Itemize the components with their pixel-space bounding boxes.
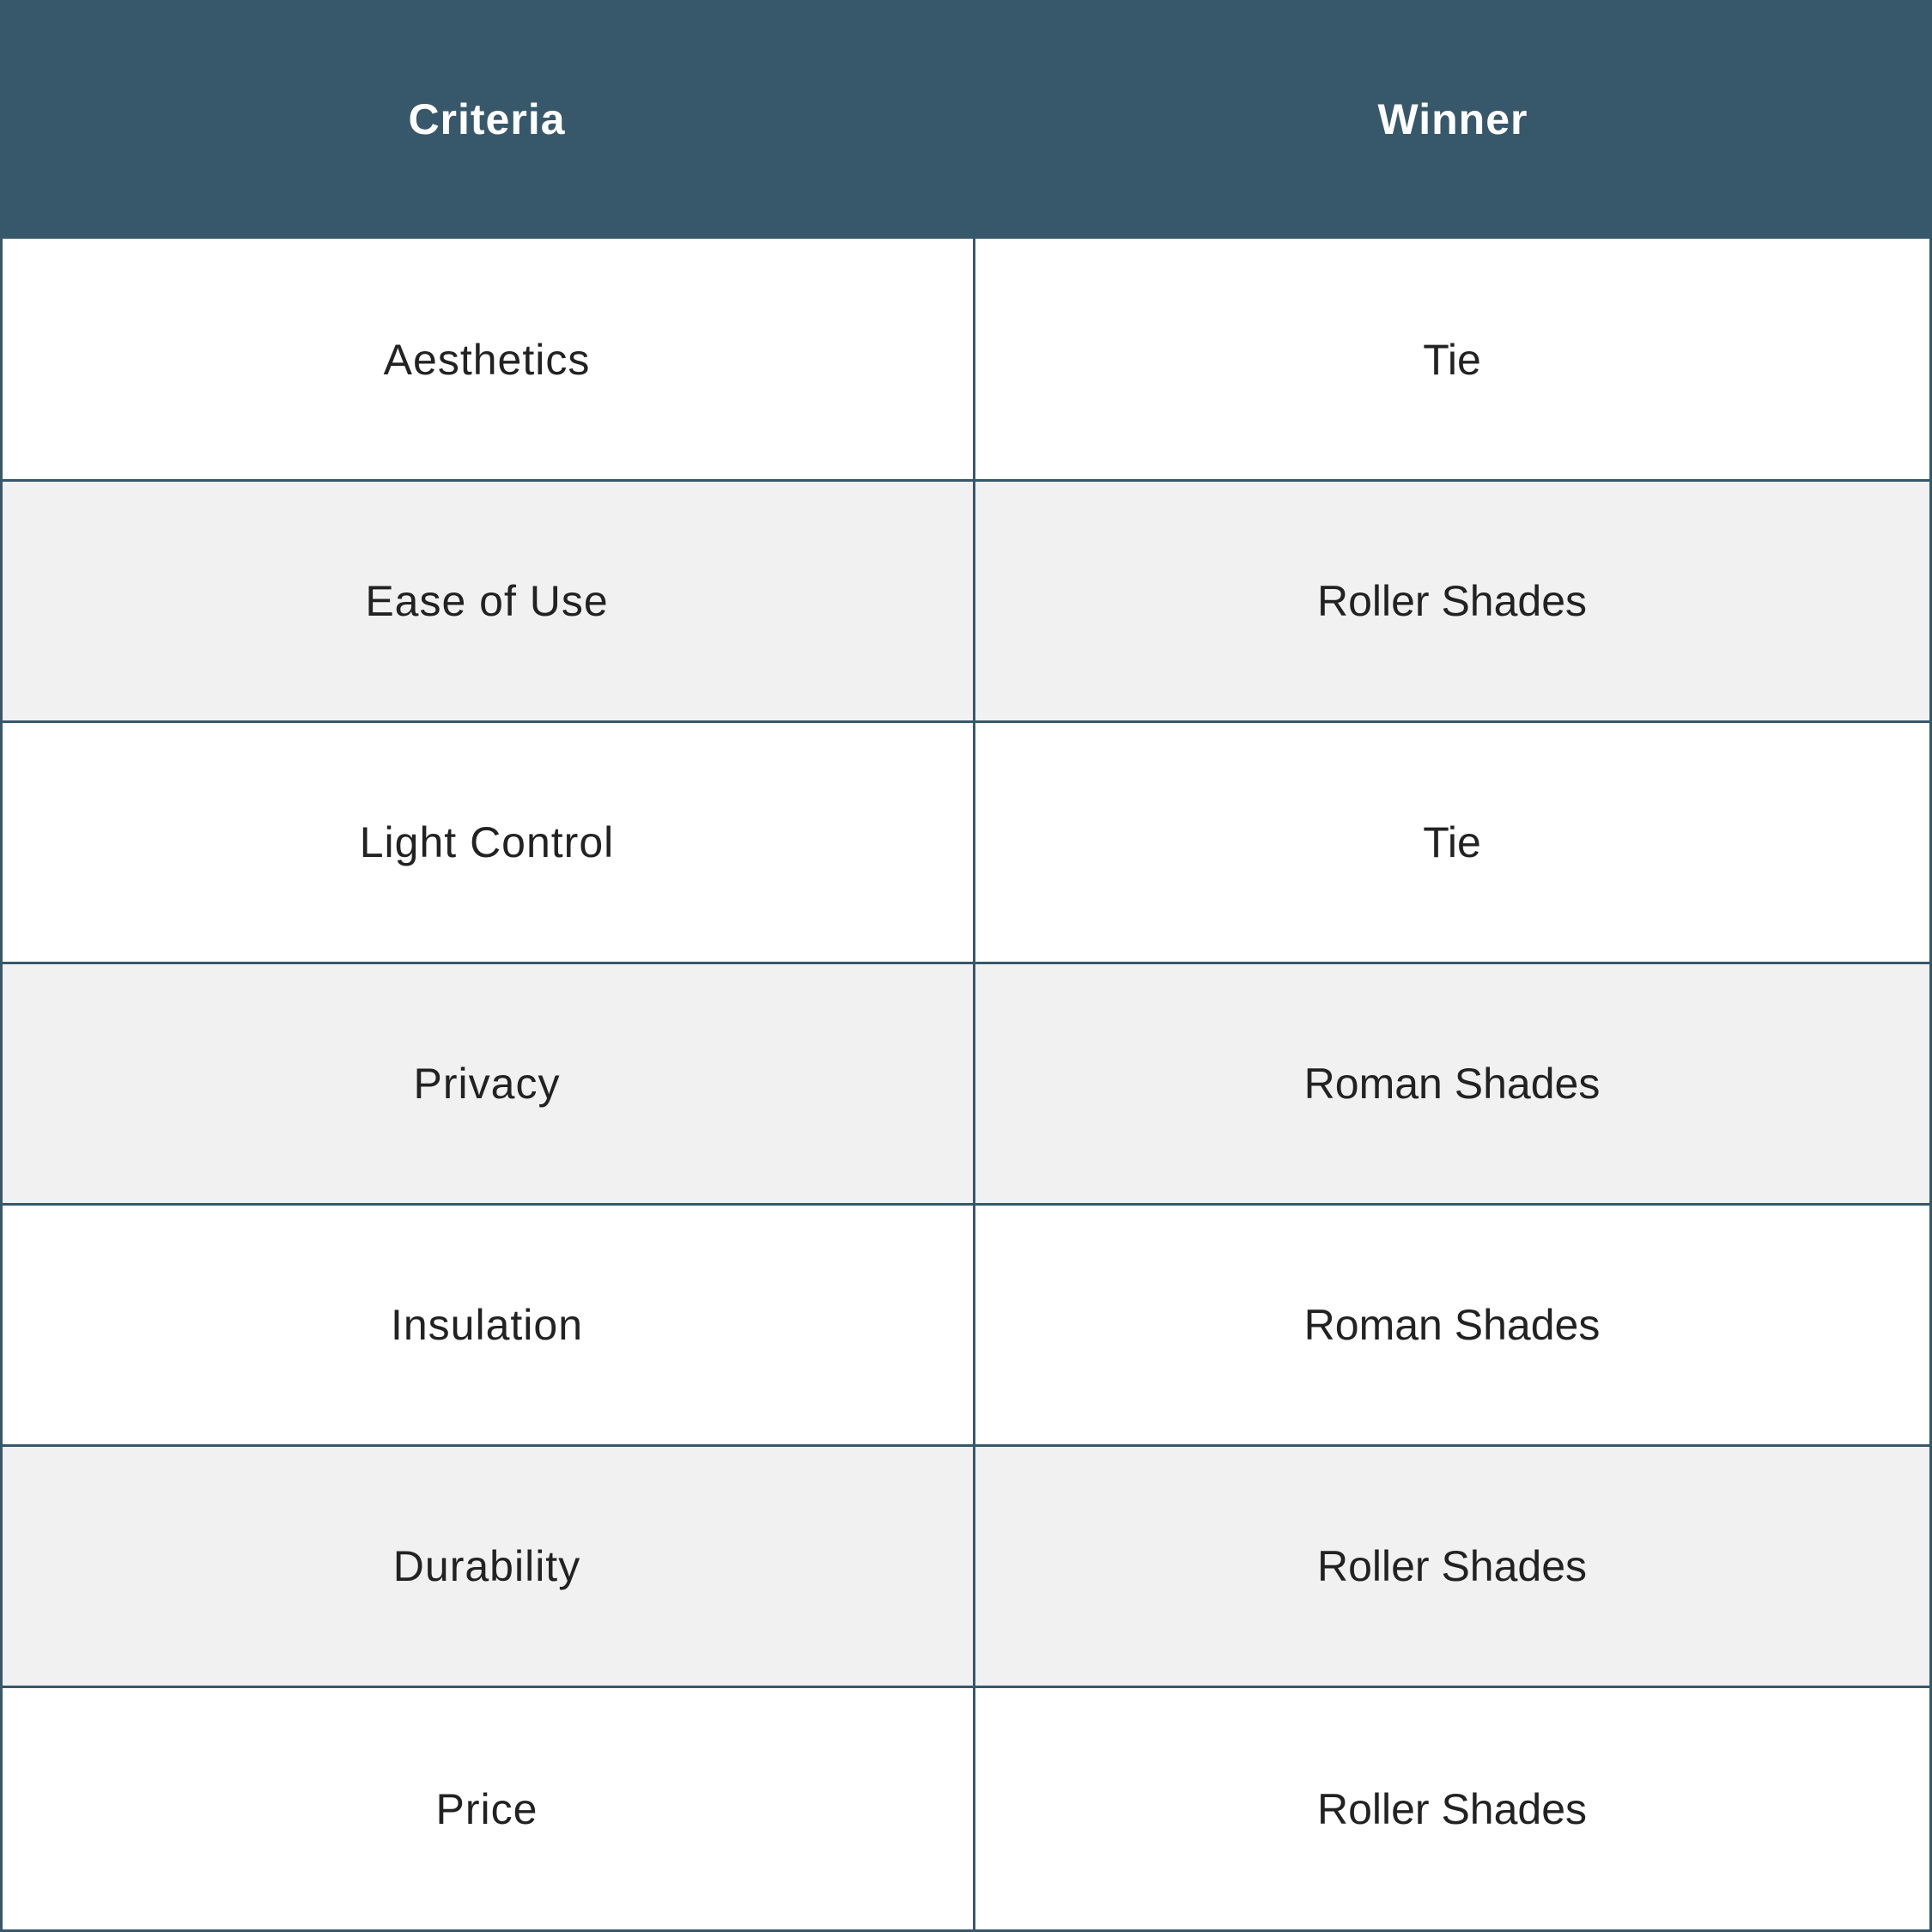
column-header-winner: Winner — [1377, 95, 1528, 143]
winner-cell: Roller Shades — [1316, 1785, 1588, 1833]
grid-line-row — [0, 1686, 1932, 1688]
winner-cell: Tie — [1423, 817, 1481, 866]
grid-line-row — [0, 962, 1932, 964]
winner-cell: Roller Shades — [1316, 1541, 1588, 1590]
winner-cell: Roman Shades — [1303, 1300, 1601, 1349]
grid-line-left — [0, 239, 3, 1932]
winner-cell: Tie — [1423, 335, 1481, 384]
grid-line-middle — [973, 239, 975, 1932]
criteria-cell: Light Control — [359, 817, 615, 866]
table-row — [0, 963, 1932, 1204]
grid-line-row — [0, 720, 1932, 723]
criteria-cell: Insulation — [390, 1300, 584, 1349]
criteria-cell: Durability — [392, 1541, 581, 1590]
winner-cell: Roller Shades — [1316, 576, 1588, 625]
table-row — [0, 480, 1932, 721]
grid-line-row — [0, 1444, 1932, 1447]
criteria-cell: Price — [435, 1785, 538, 1833]
criteria-cell: Ease of Use — [365, 576, 609, 625]
grid-line-row — [0, 1203, 1932, 1206]
table-row — [0, 1445, 1932, 1686]
grid-line-row — [0, 479, 1932, 482]
table-row — [0, 1686, 1932, 1932]
criteria-cell: Aesthetics — [383, 335, 591, 384]
table-row — [0, 1204, 1932, 1445]
table-row — [0, 239, 1932, 480]
criteria-cell: Privacy — [413, 1059, 561, 1108]
winner-cell: Roman Shades — [1303, 1059, 1601, 1108]
table-row — [0, 721, 1932, 963]
table-header — [0, 0, 1932, 239]
column-header-criteria: Criteria — [408, 95, 566, 143]
